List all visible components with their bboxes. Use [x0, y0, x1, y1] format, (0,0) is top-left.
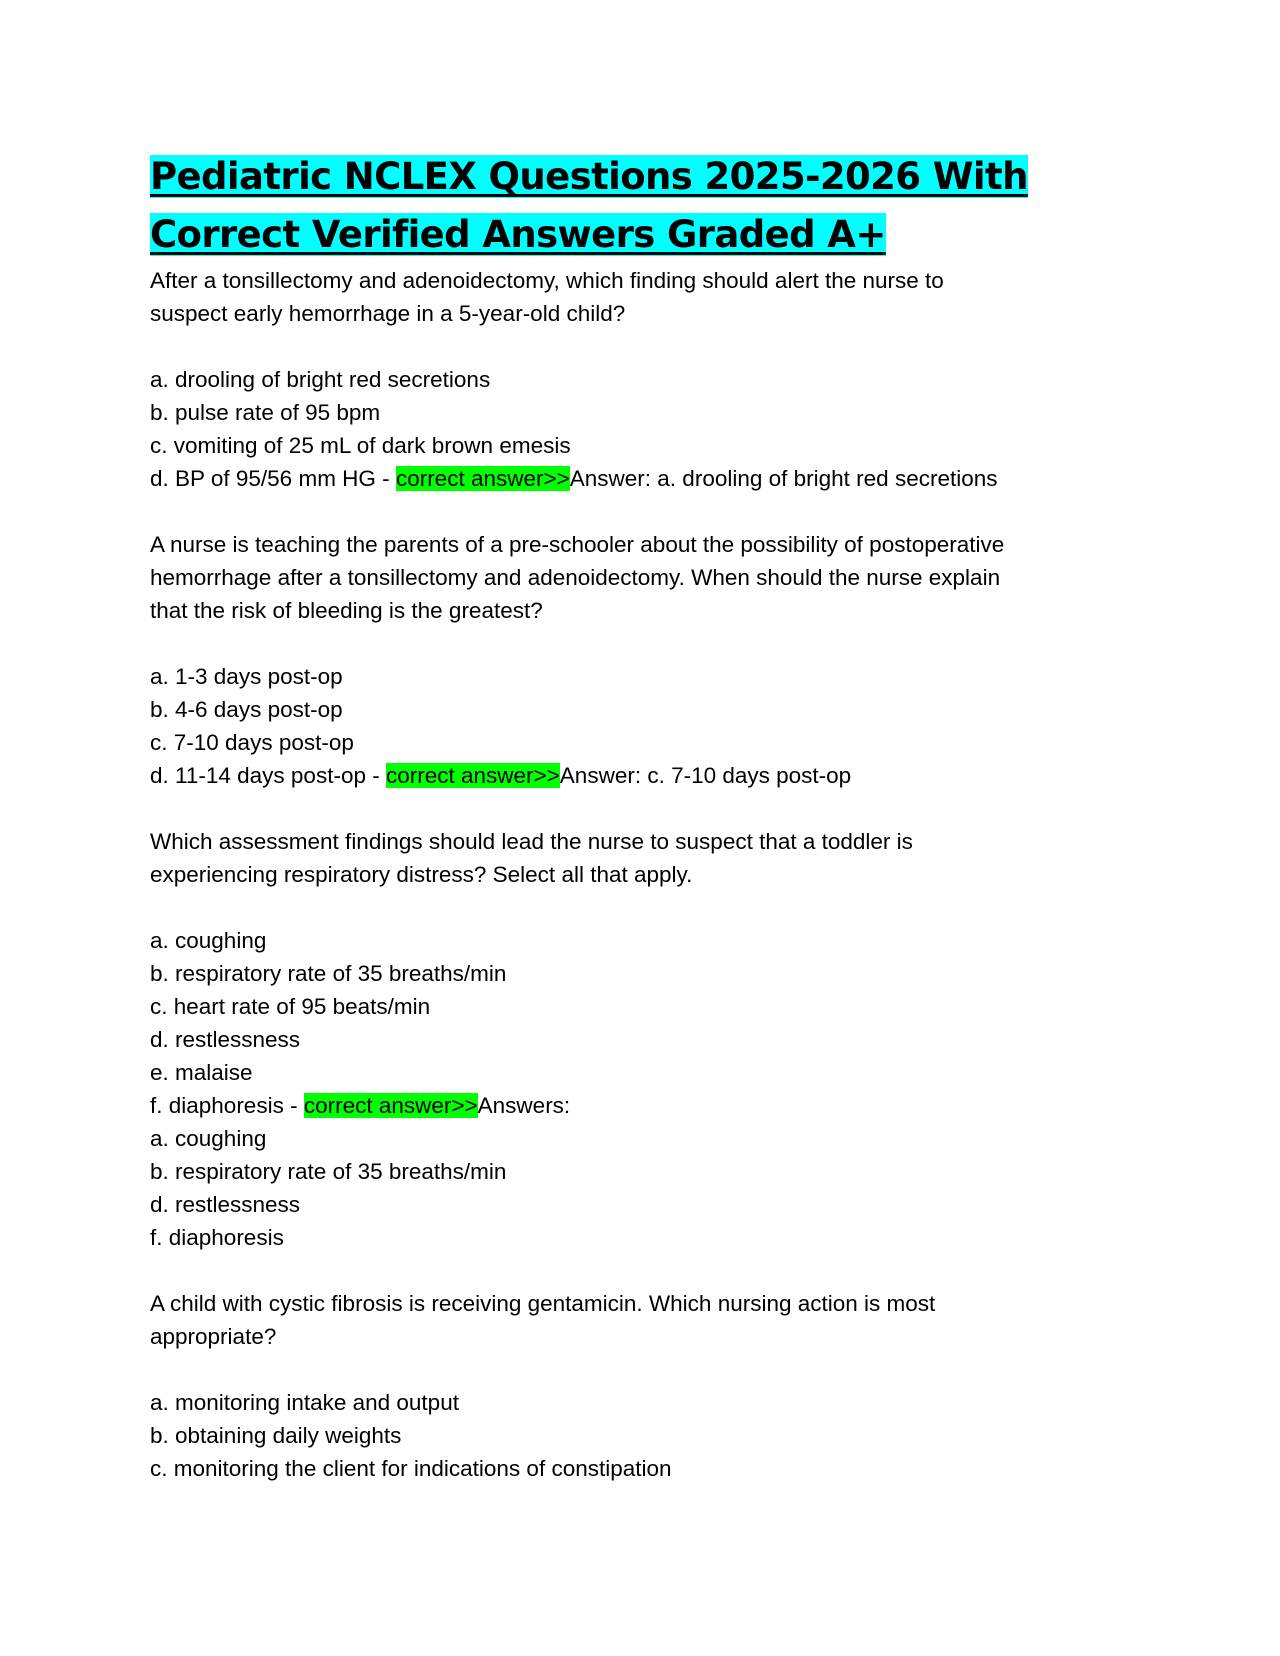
- answer-option: c. monitoring the client for indications of constipation: [150, 1456, 672, 1481]
- answer-option: c. heart rate of 95 beats/min: [150, 994, 431, 1019]
- answer-option: a. 1-3 days post-op: [150, 664, 343, 689]
- correct-answer-text: Answer: a. drooling of bright red secretions: [569, 466, 998, 491]
- answer-option-with-answer: [150, 462, 1150, 495]
- question-stem-line: that the risk of bleeding is the greatest?: [150, 598, 543, 623]
- correct-answer-highlight: correct answer>>: [303, 1093, 478, 1118]
- answer-option: b. 4-6 days post-op: [150, 697, 343, 722]
- answer-option: a. drooling of bright red secretions: [150, 367, 491, 392]
- answer-option: b. obtaining daily weights: [150, 1423, 402, 1448]
- title-line-1: Pediatric NCLEX Questions 2025-2026 With: [150, 155, 1028, 198]
- spacer: [150, 495, 1150, 528]
- question-stem-line: suspect early hemorrhage in a 5-year-old child?: [150, 301, 626, 326]
- spacer: [150, 1353, 1150, 1386]
- document-title: [150, 148, 1150, 264]
- question-stem-line: appropriate?: [150, 1324, 277, 1349]
- spacer: [150, 792, 1150, 825]
- answer-option: e. malaise: [150, 1060, 253, 1085]
- answer-option: b. pulse rate of 95 bpm: [150, 400, 381, 425]
- answer-option-with-answer: [150, 759, 1150, 792]
- question-stem-line: hemorrhage after a tonsillectomy and adenoidectomy. When should the nurse explain: [150, 565, 1001, 590]
- correct-answer-item: b. respiratory rate of 35 breaths/min: [150, 1159, 507, 1184]
- question-3: [150, 825, 1150, 1254]
- correct-answer-highlight: correct answer>>: [385, 763, 560, 788]
- question-1: [150, 264, 1150, 495]
- correct-answer-item: a. coughing: [150, 1126, 267, 1151]
- title-line-2: Correct Verified Answers Graded A+: [150, 213, 886, 256]
- answer-option-with-answer: [150, 1089, 1150, 1122]
- document-page: [150, 148, 1150, 1485]
- question-stem-line: A nurse is teaching the parents of a pre-schooler about the possibility of postoperative: [150, 532, 1005, 557]
- answer-option: d. BP of 95/56 mm HG -: [150, 466, 396, 491]
- answer-option: c. 7-10 days post-op: [150, 730, 354, 755]
- question-stem-line: After a tonsillectomy and adenoidectomy, which finding should alert the nurse to: [150, 268, 944, 293]
- spacer: [150, 891, 1150, 924]
- correct-answer-text: Answer: c. 7-10 days post-op: [559, 763, 852, 788]
- spacer: [150, 330, 1150, 363]
- question-2: [150, 528, 1150, 792]
- answer-option: a. monitoring intake and output: [150, 1390, 459, 1415]
- answer-option: b. respiratory rate of 35 breaths/min: [150, 961, 507, 986]
- question-stem-line: A child with cystic fibrosis is receiving gentamicin. Which nursing action is most: [150, 1291, 936, 1316]
- correct-answer-highlight: correct answer>>: [395, 466, 570, 491]
- answer-option: a. coughing: [150, 928, 267, 953]
- spacer: [150, 1254, 1150, 1287]
- correct-answer-item: f. diaphoresis: [150, 1225, 284, 1250]
- answer-option: c. vomiting of 25 mL of dark brown emesis: [150, 433, 571, 458]
- spacer: [150, 627, 1150, 660]
- answer-option: d. 11-14 days post-op -: [150, 763, 386, 788]
- question-stem-line: experiencing respiratory distress? Select all that apply.: [150, 862, 693, 887]
- correct-answer-item: d. restlessness: [150, 1192, 301, 1217]
- answer-option: f. diaphoresis -: [150, 1093, 304, 1118]
- question-4: [150, 1287, 1150, 1485]
- correct-answer-text: Answers:: [477, 1093, 571, 1118]
- answer-option: d. restlessness: [150, 1027, 301, 1052]
- question-stem-line: Which assessment findings should lead the nurse to suspect that a toddler is: [150, 829, 913, 854]
